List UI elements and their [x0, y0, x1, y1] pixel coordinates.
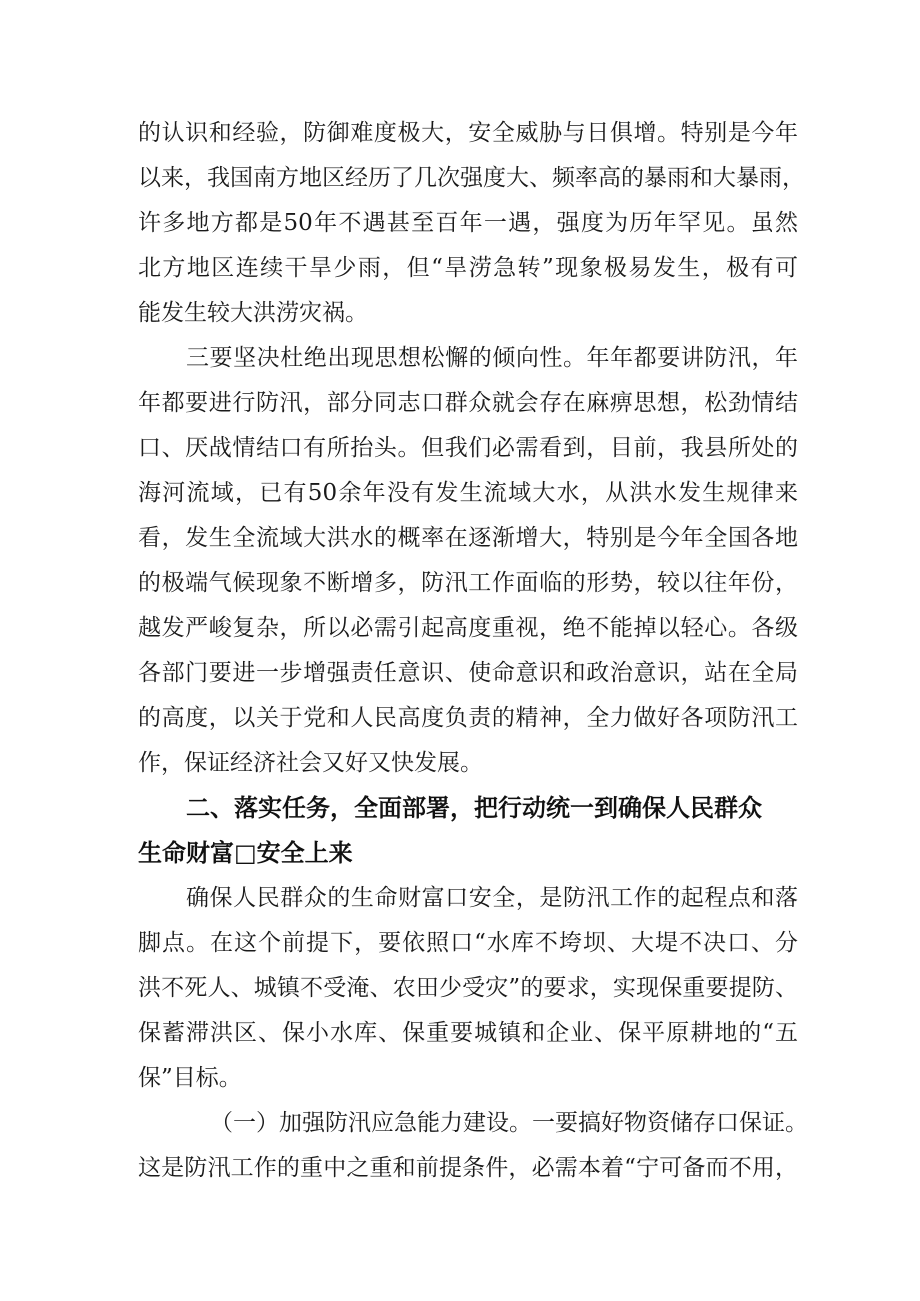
paragraph-line: 看，发生全流域大洪水的概率在逐渐增大，特别是今年全国各地: [138, 525, 798, 551]
paragraph-line: 口、厌战情结口有所抬头。但我们必需看到，目前，我县所处的: [138, 435, 798, 461]
paragraph-line: 洪不死人、城镇不受淹、农田少受灾”的要求，实现保重要提防、: [138, 975, 798, 1001]
paragraph-line: 能发生较大洪涝灾祸。: [138, 300, 368, 326]
paragraph-line: 的极端气候现象不断增多，防汛工作面临的形势，较以往年份，: [138, 570, 798, 596]
paragraph-line: 年都要进行防汛，部分同志口群众就会存在麻痹思想，松劲情结: [138, 390, 798, 416]
paragraph-line: 确保人民群众的生命财富口安全，是防汛工作的起程点和落: [186, 885, 798, 911]
paragraph-line: 海河流域，已有50余年没有发生流域大水，从洪水发生规律来: [138, 480, 798, 506]
paragraph-line: 保”目标。: [138, 1065, 242, 1091]
paragraph-line: 越发严峻复杂，所以必需引起高度重视，绝不能掉以轻心。各级: [138, 615, 798, 641]
paragraph-line: 以来，我国南方地区经历了几次强度大、频率高的暴雨和大暴雨，: [138, 165, 805, 191]
section-heading: 生命财富□安全上来: [138, 839, 353, 867]
subsection-line: （一）加强防汛应急能力建设。一要搞好物资储存口保证。: [210, 1110, 808, 1136]
paragraph-line: 许多地方都是50年不遇甚至百年一遇，强度为历年罕见。虽然: [138, 210, 798, 236]
paragraph-line: 的认识和经验，防御难度极大，安全威胁与日俱增。特别是今年: [138, 120, 798, 146]
paragraph-line: 这是防汛工作的重中之重和前提条件，必需本着“宁可备而不用，: [138, 1155, 798, 1181]
paragraph-line: 的高度，以关于党和人民高度负责的精神，全力做好各项防汛工: [138, 705, 798, 731]
paragraph-line: 各部门要进一步增强责任意识、使命意识和政治意识，站在全局: [138, 660, 798, 686]
paragraph-line: 保蓄滞洪区、保小水库、保重要城镇和企业、保平原耕地的“五: [138, 1020, 798, 1046]
section-heading: 二、落实任务，全面部署，把行动统一到确保人民群众: [186, 794, 762, 822]
paragraph-line: 北方地区连续干旱少雨，但“旱涝急转”现象极易发生，极有可: [138, 255, 798, 281]
paragraph-line: 作，保证经济社会又好又快发展。: [138, 750, 483, 776]
paragraph-line: 三要坚决杜绝出现思想松懈的倾向性。年年都要讲防汛，年: [186, 345, 798, 371]
paragraph-line: 脚点。在这个前提下，要依照口“水库不垮坝、大堤不决口、分: [138, 930, 798, 956]
